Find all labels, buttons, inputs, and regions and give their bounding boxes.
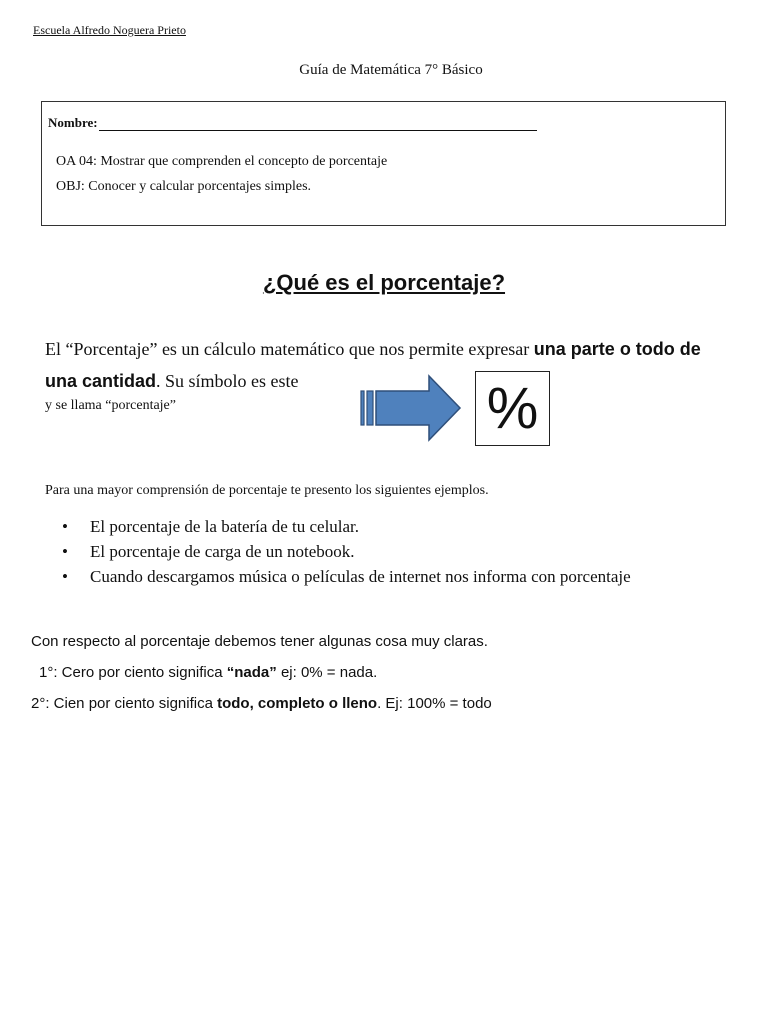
list-item-text: Cuando descargamos música o películas de internet nos informa con porcentaje bbox=[90, 567, 631, 586]
symbol-name-note: y se llama “porcentaje” bbox=[45, 398, 176, 413]
examples-intro: Para una mayor comprensión de porcentaje te presento los siguientes ejemplos. bbox=[45, 483, 489, 498]
rule1-text-post: ej: 0% = nada. bbox=[276, 664, 378, 681]
list-item-text: El porcentaje de carga de un notebook. bbox=[90, 542, 355, 561]
percent-symbol-box bbox=[475, 371, 550, 446]
student-info-box bbox=[41, 101, 726, 226]
name-row bbox=[48, 115, 537, 131]
percent-symbol: % bbox=[486, 375, 539, 441]
name-label: Nombre: bbox=[48, 115, 98, 130]
arrow-stripe-2 bbox=[367, 391, 373, 425]
learning-objective-obj: OBJ: Conocer y calcular porcentajes simples. bbox=[56, 179, 312, 194]
list-item bbox=[62, 564, 631, 589]
intro-bold-text: una parte o todo de una cantidad bbox=[45, 339, 701, 391]
rule2-bold: todo, completo o lleno bbox=[217, 695, 378, 712]
right-arrow-icon bbox=[358, 374, 464, 444]
learning-objective-oa: OA 04: Mostrar que comprenden el concepto de porcentaje bbox=[56, 154, 388, 169]
school-name: Escuela Alfredo Noguera Prieto bbox=[33, 23, 186, 37]
list-item-text: El porcentaje de la batería de tu celular. bbox=[90, 517, 360, 536]
rules-intro: Con respecto al porcentaje debemos tener algunas cosa muy claras. bbox=[31, 633, 488, 650]
rule1-text-pre: 1°: Cero por ciento significa bbox=[39, 664, 227, 681]
bullet-icon: • bbox=[62, 542, 68, 561]
rule1-bold: “nada” bbox=[226, 664, 277, 681]
bullet-icon: • bbox=[62, 567, 68, 586]
list-item bbox=[62, 514, 631, 539]
intro-text-1: El “Porcentaje” es un cálculo matemático que nos permite expresar bbox=[45, 339, 534, 359]
name-blank-line bbox=[99, 118, 537, 131]
arrow-body bbox=[376, 376, 460, 440]
intro-text-2: . Su símbolo es este bbox=[156, 371, 299, 391]
rule2-text-pre: 2°: Cien por ciento significa bbox=[31, 695, 218, 712]
arrow-stripe-1 bbox=[361, 391, 364, 425]
list-item bbox=[62, 539, 631, 564]
page-title: ¿Qué es el porcentaje? bbox=[262, 270, 506, 295]
bullet-icon: • bbox=[62, 517, 68, 536]
guide-title: Guía de Matemática 7° Básico bbox=[299, 62, 483, 78]
rule-zero-percent bbox=[39, 664, 377, 681]
examples-list bbox=[62, 514, 631, 589]
rule2-text-post: . Ej: 100% = todo bbox=[377, 695, 492, 712]
rule-hundred-percent bbox=[31, 695, 492, 712]
